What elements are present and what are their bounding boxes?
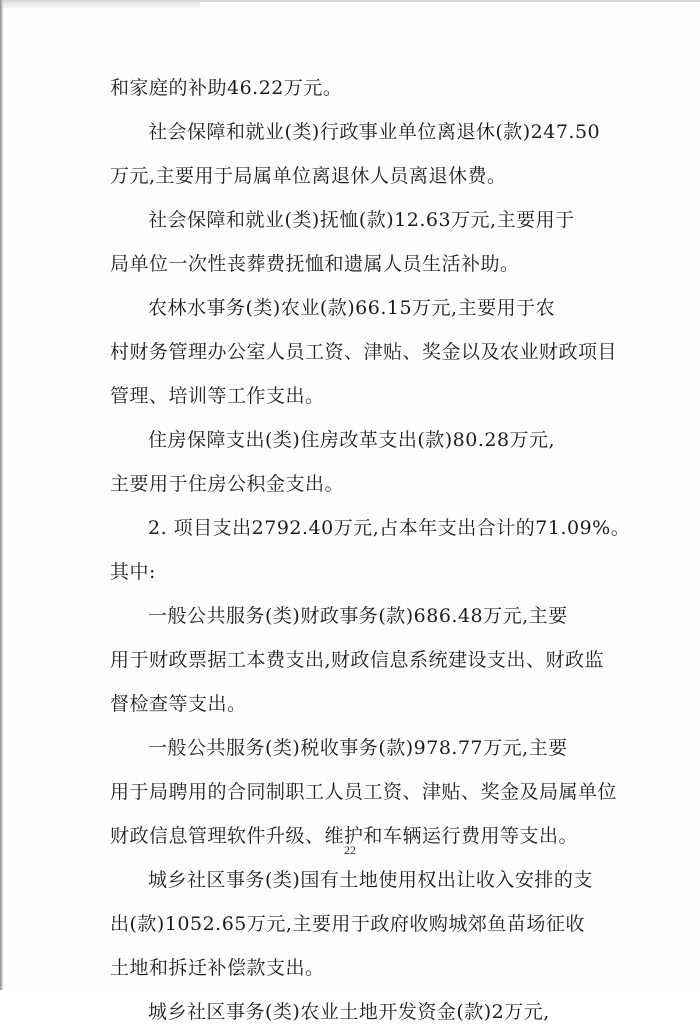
text-line: 2. 项目支出2792.40万元,占本年支出合计的71.09%。 [148,517,631,539]
text-line: 出(款)1052.65万元,主要用于政府收购城郊鱼苗场征收 [110,913,585,935]
text-line: 督检查等支出。 [110,693,247,715]
text-line: 管理、培训等工作支出。 [110,385,325,407]
text-line: 主要用于住房公积金支出。 [110,473,345,495]
text-line: 村财务管理办公室人员工资、津贴、奖金以及农业财政项目 [110,341,618,363]
text-line: 城乡社区事务(类)国有土地使用权出让收入安排的支 [148,869,593,891]
text-line: 城乡社区事务(类)农业土地开发资金(款)2万元, [148,1001,550,1023]
text-line: 土地和拆迁补偿款支出。 [110,957,325,979]
text-line: 局单位一次性丧葬费抚恤和遗属人员生活补助。 [110,253,520,275]
text-line: 万元,主要用于局属单位离退休人员离退休费。 [110,165,507,187]
text-line: 一般公共服务(类)税收事务(款)978.77万元,主要 [148,737,568,759]
text-line: 用于局聘用的合同制职工人员工资、津贴、奖金及局属单位 [110,781,618,803]
page-top-edge [0,0,700,2]
text-line: 和家庭的补助46.22万元。 [110,77,343,99]
text-line: 用于财政票据工本费支出,财政信息系统建设支出、财政监 [110,649,605,671]
text-line: 农林水事务(类)农业(款)66.15万元,主要用于农 [148,297,556,319]
text-line: 住房保障支出(类)住房改革支出(款)80.28万元, [148,429,556,451]
text-line: 社会保障和就业(类)行政事业单位离退休(款)247.50 [148,121,601,143]
text-line: 财政信息管理软件升级、维护和车辆运行费用等支出。 [110,825,579,847]
text-line: 其中: [110,561,156,583]
document-body [110,66,631,1034]
page-left-edge [0,0,3,990]
text-line: 社会保障和就业(类)抚恤(款)12.63万元,主要用于 [148,209,575,231]
text-line: 一般公共服务(类)财政事务(款)686.48万元,主要 [148,605,568,627]
page-number: 22 [344,843,356,857]
